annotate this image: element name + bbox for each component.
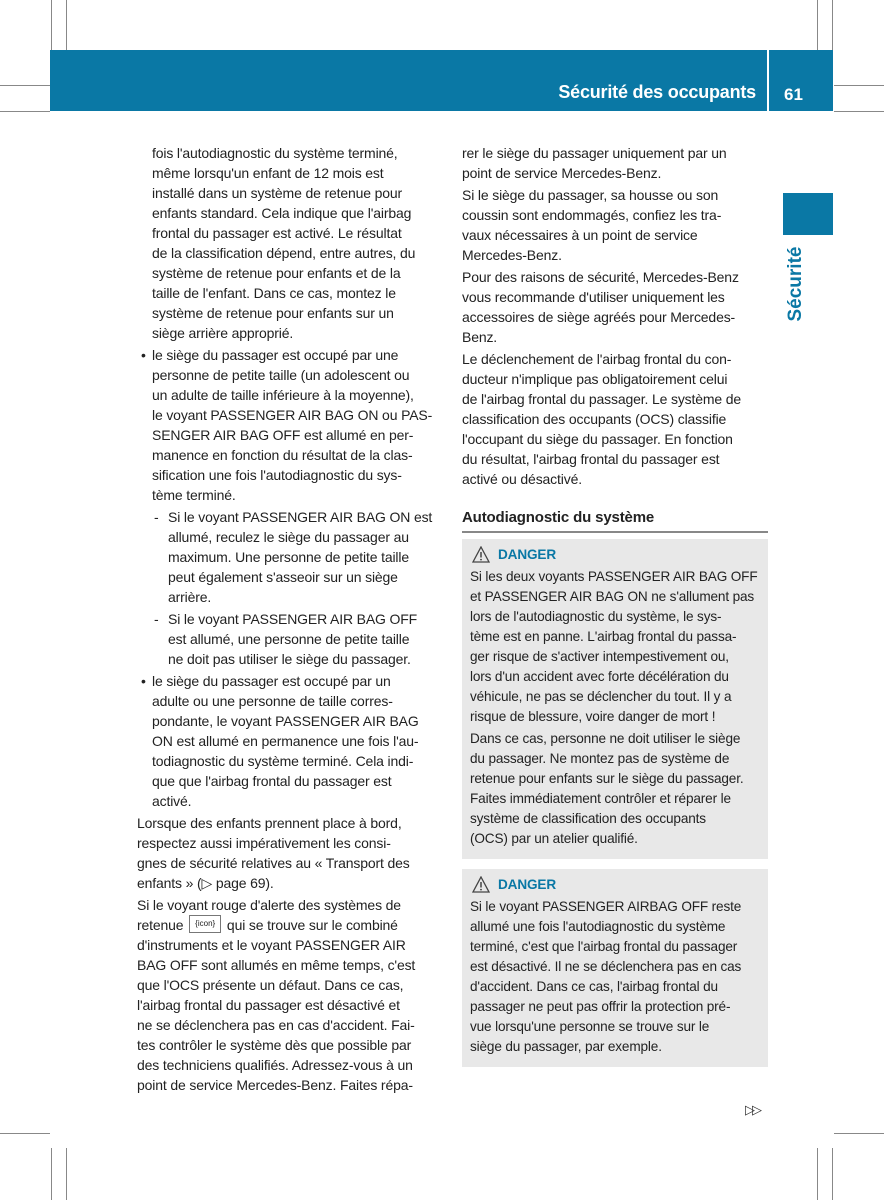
text-line: ON est allumé en permanence une fois l'au- [152,733,419,749]
text-line: Le déclenchement de l'airbag frontal du con- [462,351,732,367]
text-line: retenue {icon} qui se trouve sur le combiné [137,917,398,933]
text-line: ne doit pas utiliser le siège du passager. [168,651,411,667]
paragraph [462,185,768,265]
text-line: système de classification des occupants [470,811,706,826]
danger-paragraph [470,897,760,1057]
text-line: lors de l'autodiagnostic du système, le sys- [470,609,722,624]
text-line: et PASSENGER AIR BAG ON ne s'allument pas [470,589,755,604]
danger-boxes [462,539,768,1067]
text-line: manence en fonction du résultat de la clas- [152,447,413,463]
crop-mark [832,1148,833,1200]
airbag-warning-icon: {icon} [189,915,221,933]
text-line: lors d'un accident avec forte décélération du [470,669,729,684]
crop-mark [832,0,833,50]
text-line: de la classification dépend, entre autres, du [152,245,416,261]
text-line: système de retenue pour enfants sur un [152,305,394,321]
text-line: sification une fois l'autodiagnostic du sys- [152,467,402,483]
text-line: point de service Mercedes-Benz. Faites répa- [137,1077,413,1093]
crop-mark [834,1133,884,1134]
crop-mark [834,111,884,112]
page-number: 61 [784,85,803,104]
text-line: rer le siège du passager uniquement par un [462,145,727,161]
text-line: fois l'autodiagnostic du système terminé, [152,145,398,161]
right-column [462,143,768,1067]
danger-label: DANGER [498,547,557,562]
text-line: Faites immédiatement contrôler et réparer le [470,791,731,806]
sub-item [137,507,447,607]
text-line: pondante, le voyant PASSENGER AIR BAG [152,713,419,729]
danger-paragraph [470,729,760,849]
text-line: Si le voyant PASSENGER AIRBAG OFF reste [470,899,742,914]
text-line: même lorsqu'un enfant de 12 mois est [152,165,384,181]
crop-mark [817,1148,818,1200]
bullet-item [137,671,447,811]
text-line: vous recommande d'utiliser uniquement les [462,289,725,305]
text-line: arrière. [168,589,212,605]
page-title: Sécurité des occupants [558,82,756,102]
text-line: siège arrière approprié. [152,325,294,341]
text-line: l'occupant du siège du passager. En fonction [462,431,733,447]
text-line: Benz. [462,329,498,345]
danger-label: DANGER [498,877,557,892]
text-line: ger risque de s'activer intempestivement ou, [470,649,729,664]
text-line: personne de petite taille (un adolescent ou [152,367,410,383]
text-line: coussin sont endommagés, confiez les tra- [462,207,722,223]
paragraph [137,143,447,343]
text-line: adulte ou une personne de taille corres- [152,693,393,709]
danger-paragraph [470,567,760,727]
text-line: des techniciens qualifiés. Adressez-vous à un [137,1057,413,1073]
text-line: terminé, c'est que l'airbag frontal du passager [470,939,738,954]
text-line: du résultat, l'airbag frontal du passager est [462,451,720,467]
text-line: est désactivé. Il ne se déclenchera pas en cas [470,959,742,974]
crop-mark [66,1148,67,1200]
section-heading: Autodiagnostic du système [462,507,768,533]
text-line: que que l'airbag frontal du passager est [152,773,392,789]
crop-mark [817,0,818,50]
text-line: du passager. Ne montez pas de système de [470,751,730,766]
text-line: Si le siège du passager, sa housse ou son [462,187,719,203]
text-line: point de service Mercedes-Benz. [462,165,662,181]
text-line: ne se déclenchera pas en cas d'accident. Fai- [137,1017,415,1033]
crop-mark [0,111,50,112]
danger-box [462,869,768,1067]
text-line: enfants » (▷ page 69). [137,875,274,891]
text-line: respectez aussi impérativement les consi- [137,835,391,851]
danger-box [462,539,768,859]
text-line: maximum. Une personne de petite taille [168,549,409,565]
crop-mark [834,85,884,86]
text-line: véhicule, ne pas se déclencher du tout. Il y a [470,689,732,704]
text-line: que l'OCS présente un défaut. Dans ce cas, [137,977,404,993]
text-line: est allumé, une personne de petite taille [168,631,410,647]
text-line: Lorsque des enfants prennent place à bord, [137,815,402,831]
text-line: accessoires de siège agréés pour Mercedes- [462,309,736,325]
text-line: retenue pour enfants sur le siège du passager. [470,771,744,786]
left-column [137,143,447,1097]
text-line: allumé une fois l'autodiagnostic du système [470,919,726,934]
text-line: (OCS) par un atelier qualifié. [470,831,638,846]
text-line: Si les deux voyants PASSENGER AIR BAG OFF [470,569,758,584]
text-line: tes contrôler le système dès que possible par [137,1037,412,1053]
text-line: tème terminé. [152,487,236,503]
text-line: Si le voyant rouge d'alerte des systèmes de [137,897,401,913]
paragraph [462,143,768,183]
text-line: installé dans un système de retenue pour [152,185,403,201]
text-line: ducteur n'implique pas obligatoirement celui [462,371,728,387]
text-line: frontal du passager est activé. Le résultat [152,225,402,241]
text-line: risque de blessure, voire danger de mort ! [470,709,716,724]
danger-header [470,875,760,897]
text-line: passager ne peut pas offrir la protection pré- [470,999,731,1014]
crop-mark [51,1148,52,1200]
crop-mark [51,0,52,50]
paragraph [462,349,768,489]
paragraph [137,895,447,1095]
right-paragraphs [462,143,768,489]
text-line: Pour des raisons de sécurité, Mercedes-Benz [462,269,739,285]
bullet-item [137,345,447,505]
header-divider [767,50,769,111]
text-line: le voyant PASSENGER AIR BAG ON ou PAS- [152,407,433,423]
text-line: • le siège du passager est occupé par une [152,347,399,363]
text-line: siège du passager, par exemple. [470,1039,662,1054]
crop-mark [0,1133,50,1134]
text-line: BAG OFF sont allumés en même temps, c'est [137,957,416,973]
text-line: - Si le voyant PASSENGER AIR BAG ON est [168,509,433,525]
text-line: système de retenue pour enfants et de la [152,265,401,281]
warning-triangle-icon [472,546,490,563]
paragraph [462,267,768,347]
text-line: de l'airbag frontal du passager. Le système de [462,391,742,407]
text-line: classification des occupants (OCS) classifie [462,411,727,427]
side-tab-label: Sécurité [785,246,806,322]
text-line: activé ou désactivé. [462,471,582,487]
text-line: l'airbag frontal du passager est désactivé et [137,997,400,1013]
text-line: allumé, reculez le siège du passager au [168,529,409,545]
crop-mark [0,85,50,86]
text-line: gnes de sécurité relatives au « Transport des [137,855,410,871]
paragraph [137,813,447,893]
crop-mark [66,0,67,50]
text-line: peut également s'asseoir sur un siège [168,569,398,585]
text-line: enfants standard. Cela indique que l'airbag [152,205,412,221]
text-line: - Si le voyant PASSENGER AIR BAG OFF [168,611,418,627]
text-line: • le siège du passager est occupé par un [152,673,391,689]
side-tab [783,193,833,235]
text-line: d'instruments et le voyant PASSENGER AIR [137,937,406,953]
text-line: un adulte de taille inférieure à la moyenne), [152,387,414,403]
text-line: d'accident. Dans ce cas, l'airbag frontal du [470,979,718,994]
text-line: Dans ce cas, personne ne doit utiliser le siège [470,731,741,746]
warning-triangle-icon [472,876,490,893]
text-line: tème est en panne. L'airbag frontal du passa- [470,629,737,644]
danger-header [470,545,760,567]
text-line: todiagnostic du système terminé. Cela indi- [152,753,414,769]
text-line: taille de l'enfant. Dans ce cas, montez le [152,285,396,301]
text-line: vaux nécessaires à un point de service [462,227,698,243]
sub-item [137,609,447,669]
text-line: Mercedes-Benz. [462,247,562,263]
continue-mark: ▷▷ [745,1102,759,1117]
text-line: vue lorsqu'une personne se trouve sur le [470,1019,710,1034]
text-line: activé. [152,793,192,809]
text-line: SENGER AIR BAG OFF est allumé en per- [152,427,414,443]
